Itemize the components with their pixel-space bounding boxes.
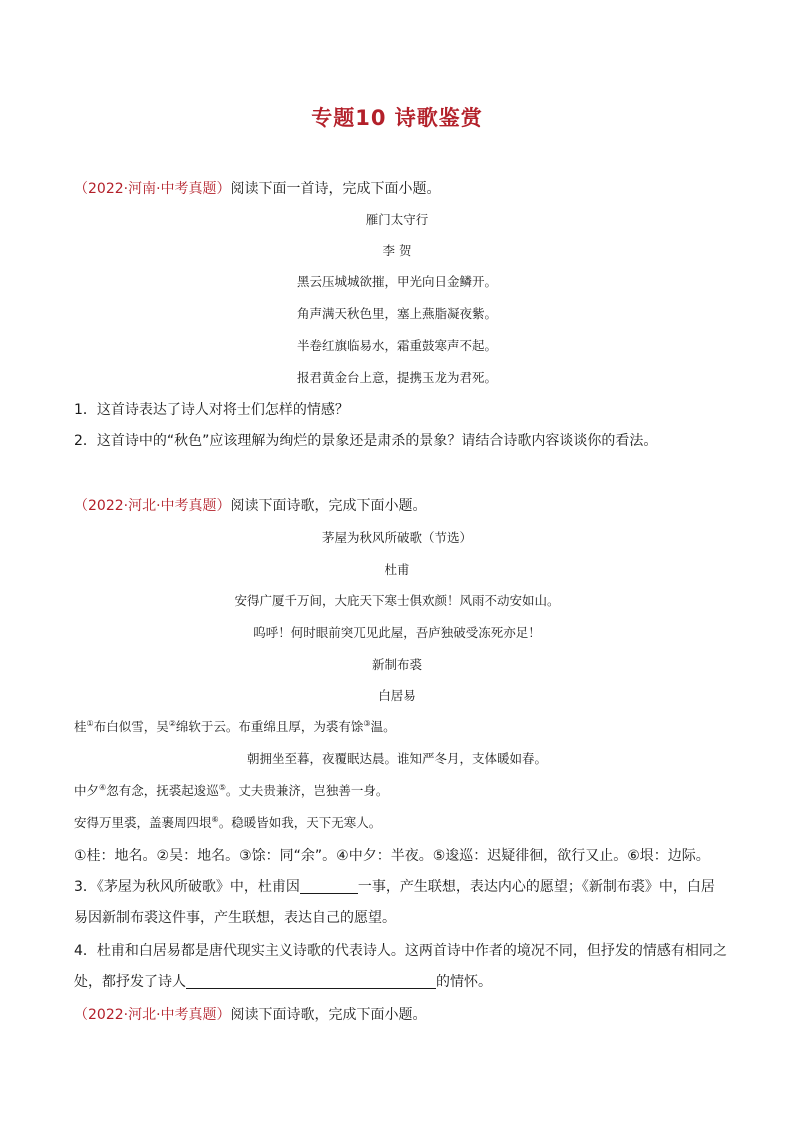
question-3: 3．《茅屋为秋风所破歌》中，杜甫因 一事，产生联想，表达内心的愿望；《新制布裘》中，白居 <box>74 879 715 895</box>
source-tag: （2022·河北·中考真题） <box>74 498 231 514</box>
annotation-notes: ①桂：地名。②吴：地名。③馀：同“余”。④中夕：半夜。⑤逡巡：迟疑徘徊，欲行又止。⑥垠：边际。 <box>74 848 710 864</box>
poem-line: 朝拥坐至暮，夜覆眠达晨。谁知严冬月，支体暖如春。 <box>246 751 547 766</box>
poem-line: 安得广厦千万间，大庇天下寒士俱欢颜！风雨不动安如山。 <box>234 593 560 608</box>
page-title: 专题10 诗歌鉴赏 <box>311 106 483 130</box>
poem-line: 安得万里裘，盖裹周四垠⑥。稳暖皆如我，天下无寒人。 <box>74 814 382 830</box>
poem-title: 茅屋为秋风所破歌（节选） <box>321 530 472 545</box>
question-4: 4．杜甫和白居易都是唐代现实主义诗歌的代表诗人。这两首诗中作者的境况不同，但抒发的情感有相同之 <box>74 943 727 959</box>
section1-header <box>74 178 441 198</box>
poem-title: 新制布裘 <box>371 657 422 672</box>
poem-line: 呜呼！何时眼前突兀见此屋，吾庐独破受冻死亦足！ <box>253 625 541 640</box>
poem-line: 中夕④忽有念，抚裘起逡巡⑤。丈夫贵兼济，岂独善一身。 <box>74 782 389 798</box>
poem-author: 李 贺 <box>382 243 412 258</box>
source-tag: （2022·河南·中考真题） <box>74 181 231 197</box>
poem-line: 桂①布白似雪，吴②绵软于云。布重绵且厚，为裘有馀③温。 <box>74 718 396 734</box>
instruction-text: 阅读下面诗歌，完成下面小题。 <box>230 498 427 514</box>
source-tag: （2022·河北·中考真题） <box>74 1007 231 1023</box>
question-3-cont: 易因新制布裘这件事，产生联想，表达自己的愿望。 <box>74 910 396 926</box>
instruction-text: 阅读下面诗歌，完成下面小题。 <box>230 1007 427 1023</box>
section3-header <box>74 1004 427 1024</box>
answer-blank <box>300 879 358 894</box>
poem-line: 报君黄金台上意，提携玉龙为君死。 <box>296 370 497 385</box>
poem-author: 杜甫 <box>384 562 410 577</box>
poem-line: 黑云压城城欲摧，甲光向日金鳞开。 <box>296 274 497 289</box>
question-2: 2．这首诗中的“秋色”应该理解为绚烂的景象还是肃杀的景象？请结合诗歌内容谈谈你的看法。 <box>74 433 658 449</box>
poem-title: 雁门太守行 <box>365 212 429 227</box>
poem-author: 白居易 <box>378 688 416 703</box>
poem-line: 半卷红旗临易水，霜重鼓寒声不起。 <box>296 338 497 353</box>
poem-line: 角声满天秋色里，塞上燕脂凝夜紫。 <box>296 306 497 321</box>
section2-header <box>74 495 427 515</box>
answer-blank <box>186 974 436 989</box>
instruction-text: 阅读下面一首诗，完成下面小题。 <box>230 181 441 197</box>
question-4-cont: 处，都抒发了诗人 的情怀。 <box>74 974 492 990</box>
question-1: 1．这首诗表达了诗人对将士们怎样的情感？ <box>74 402 349 418</box>
